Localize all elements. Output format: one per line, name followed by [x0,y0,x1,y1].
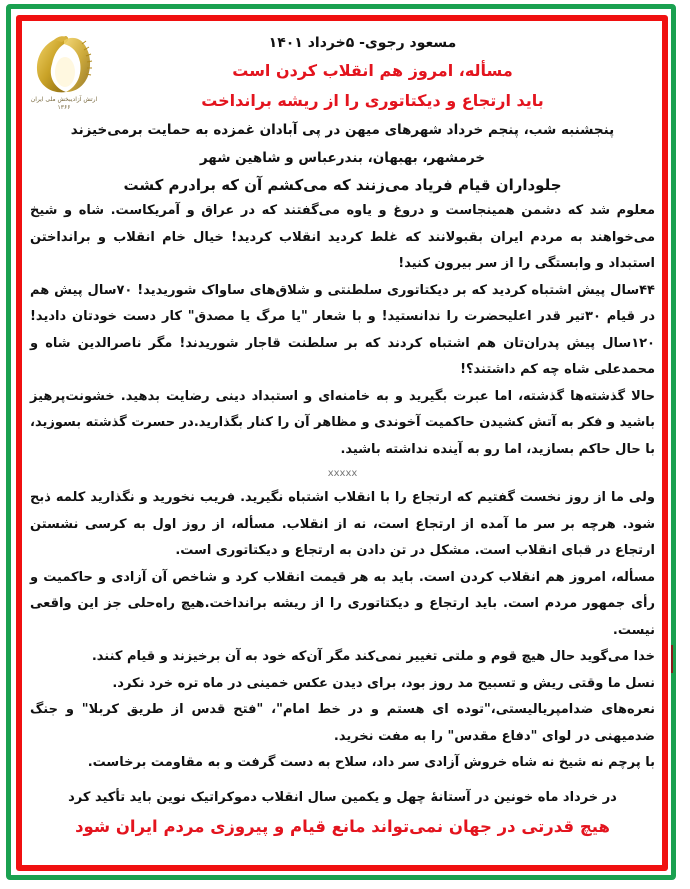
author-date: مسعود رجوی- ۵خرداد ۱۴۰۱ [268,35,457,51]
paragraph: نسل ما وقتی ریش و تسبیح مد روز بود، برای دیدن عکس خمینی در ماه تره خرد نکرد. [112,675,655,691]
closing-line: در خرداد ماه خونین در آستانهٔ چهل و یکمین سال انقلاب دموکراتیک نوین باید تأکید کرد [68,789,617,805]
paragraph: حالا گذشته‌ها گذشته، اما عبرت بگیرید و به خامنه‌ای و استبداد دینی رضایت بدهید. خشونت‌پرهیز باشید و فکر به آتش کشیدن حاکمیت آخوندی و مظاهر آن را کنار بگذارید.در حسرت گذشته بسوزید، با حال حاکم بسازید، اما رو به آینده نداشته باشید. [30,388,655,457]
edge-mark [671,645,673,673]
paragraph: خدا می‌گوید حال هیچ قوم و ملتی تغییر نمی‌کند مگر آن‌که خود به آن برخیزند و قیام کنند. [91,649,655,664]
subtitle-line-2: خرمشهر، بهبهان، بندرعباس و شاهین شهر [199,150,486,166]
subtitle-line-1: پنجشنبه شب، پنجم خرداد شهرهای میهن در پی آبادان غمزده به حمایت برمی‌خیزند [70,122,615,138]
paragraph: با پرچم نه شیخ نه شاه خروش آزادی سر داد، سلاح به دست گرفت و به مقاومت برخاست. [87,755,655,770]
logo-caption-year: ۱۳۶۶ [57,104,71,111]
paragraph: نعره‌های ضدامپریالیستی،"توده ای هستم و در خط امام"، "فتح قدس از طریق کربلا" و جنگ ضدمیهنی در لوای "دفاع مقدس" را به مفت نخرید. [30,702,655,744]
logo-caption-text: ارتش آزادیبخش ملی ایران [30,96,98,103]
subtitle-line-3: جلوداران قیام فریاد می‌زنند که می‌کشم آن که برادرم کشت [123,176,562,194]
paragraph: ۴۴سال پیش اشتباه کردید که بر دیکتاتوری سلطنتی و شلاق‌های ساواک شوریدید! ۷۰سال پیش هم در قیام ۳۰تیر قدر اعلیحضرت را ندانستید! و با شعار "یا مرگ یا مصدق" کار دست خودتان دادید! ۱۲۰سال پیش پدران‌تان هم اشتباه کردند که بر سلطنت قاجار شوریدند! مگر ناصرالدین شاه و محمدعلی شاه چه کم داشتند؟! [30,282,656,377]
headline-line-2: باید ارتجاع و دیکتاتوری را از ریشه برانداخت [201,91,544,110]
paragraph: ولی ما از روز نخست گفتیم که ارتجاع را با انقلاب اشتباه نگیرید. فریب نخورید و نگذارید کلمه ذبح شود. هرچه بر سر ما آمده از ارتجاع است، نه از انقلاب. مسأله، از روز اول به کرسی نشستن ارتجاع در قبای انقلاب است. مشکل در تن دادن به ارتجاع و دیکتاتوری است. [30,490,655,558]
statement-content [30,30,655,841]
paragraph: معلوم شد که دشمن همینجاست و دروغ و یاوه می‌گفتند که در عراق و آمریکاست. شاه و شیخ می‌خواهند به مردم ایران بقبولانند که غلط کردید انقلاب کردید! خیال خام انقلاب و برانداختن استبداد و وابستگی را از سر بیرون کنید! [30,203,655,271]
final-slogan: هیچ قدرتی در جهان نمی‌تواند مانع قیام و پیروزی مردم ایران شود [75,816,610,836]
section-separator: xxxxx [327,468,358,479]
paragraph: مسأله، امروز هم انقلاب کردن است. باید به هر قیمت انقلاب کرد و شاخص آن آزادی و حاکمیت و رأی جمهور مردم است. باید ارتجاع و دیکتاتوری را از ریشه برانداخت.هیچ راه‌حلی جز این واقعی نیست. [30,569,655,638]
headline-line-1: مسأله، امروز هم انقلاب کردن است [232,61,513,80]
